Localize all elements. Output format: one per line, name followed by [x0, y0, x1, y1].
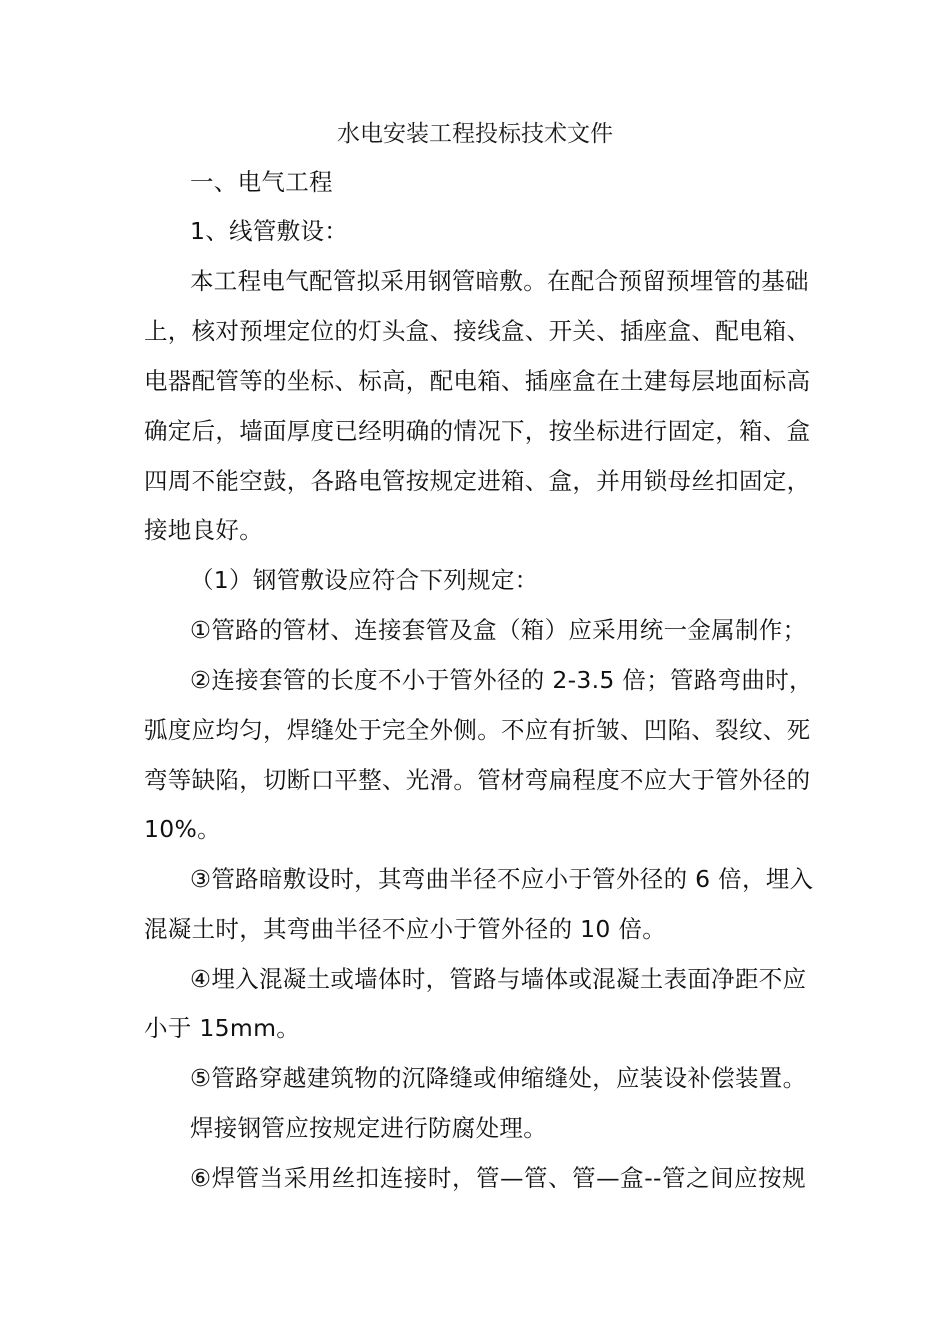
document-title: 水电安装工程投标技术文件: [337, 121, 613, 147]
list-item: ⑥焊管当采用丝扣连接时，管—管、管—盒--管之间应按规: [190, 1164, 806, 1192]
paragraph-line: 混凝土时，其弯曲半径不应小于管外径的 10 倍。: [144, 915, 667, 943]
paragraph-line: 接地良好。: [144, 516, 263, 544]
paragraph-line: 弧度应均匀，焊缝处于完全外侧。不应有折皱、凹陷、裂纹、死: [144, 716, 811, 744]
list-item: ②连接套管的长度不小于管外径的 2-3.5 倍；管路弯曲时，: [190, 666, 813, 694]
list-item: ④埋入混凝土或墙体时，管路与墙体或混凝土表面净距不应: [190, 965, 807, 993]
paragraph-line: 电器配管等的坐标、标高，配电箱、插座盒在土建每层地面标高: [144, 367, 811, 395]
paragraph-line: 10%。: [144, 815, 221, 843]
section-heading: 一、电气工程: [190, 168, 333, 196]
paragraph-line: 确定后，墙面厚度已经明确的情况下，按坐标进行固定，箱、盒: [144, 417, 811, 445]
paragraph-line: 本工程电气配管拟采用钢管暗敷。在配合预留预埋管的基础: [190, 267, 809, 295]
subsection-heading: 1、线管敷设：: [190, 217, 349, 245]
paragraph-line: 弯等缺陷，切断口平整、光滑。管材弯扁程度不应大于管外径的: [144, 766, 811, 794]
paragraph-line: 焊接钢管应按规定进行防腐处理。: [190, 1114, 547, 1142]
paragraph-line: 四周不能空鼓，各路电管按规定进箱、盒，并用锁母丝扣固定，: [144, 467, 811, 495]
list-item: ⑤管路穿越建筑物的沉降缝或伸缩缝处，应装设补偿装置。: [190, 1064, 807, 1092]
list-item: ①管路的管材、连接套管及盒（箱）应采用统一金属制作；: [190, 616, 807, 644]
list-item: ③管路暗敷设时，其弯曲半径不应小于管外径的 6 倍，埋入: [190, 865, 814, 893]
rule-heading: （1）钢管敷设应符合下列规定：: [190, 566, 539, 594]
paragraph-line: 小于 15mm。: [144, 1014, 301, 1042]
paragraph-line: 上，核对预埋定位的灯头盒、接线盒、开关、插座盒、配电箱、: [144, 317, 811, 345]
